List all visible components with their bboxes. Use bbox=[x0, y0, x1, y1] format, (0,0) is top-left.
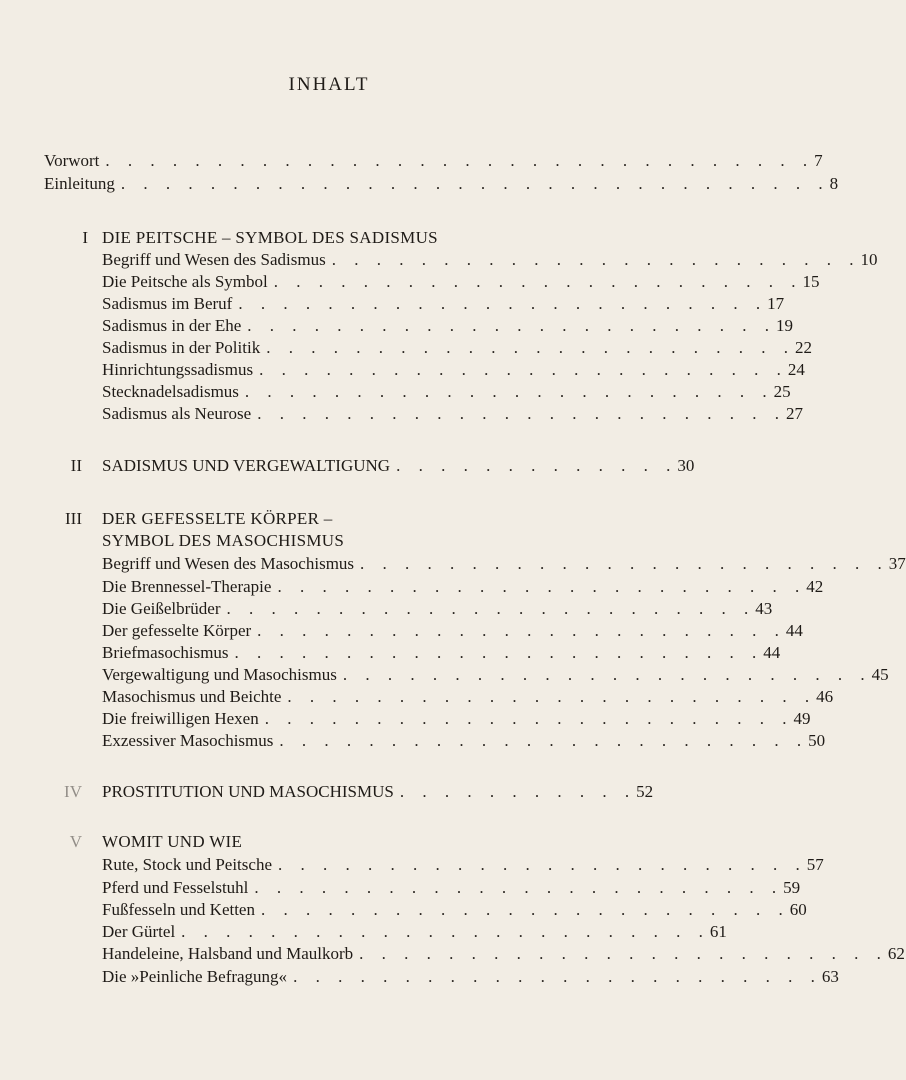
entry-page: 15 bbox=[802, 272, 820, 291]
chapter-numeral: IV bbox=[64, 782, 82, 801]
entry-label: Hinrichtungssadismus bbox=[102, 360, 254, 379]
entry-page: 43 bbox=[755, 599, 773, 618]
entry-label: Die Geißelbrüder bbox=[102, 599, 221, 618]
toc-entry bbox=[102, 966, 839, 988]
toc-entry bbox=[102, 664, 889, 686]
entry-page: 30 bbox=[677, 456, 695, 475]
entry-page: 57 bbox=[806, 855, 824, 874]
toc-entry bbox=[102, 576, 824, 598]
toc-entry bbox=[102, 315, 794, 337]
toc-entry-einleitung bbox=[44, 173, 839, 195]
toc-entry-vorwort bbox=[44, 150, 823, 172]
toc-entry bbox=[102, 730, 826, 752]
entry-label: Sadismus als Neurose bbox=[102, 404, 252, 423]
leader-dots: . . . . . . . . . . . . . . . . . . . . . . . . bbox=[264, 709, 794, 728]
chapter-numeral: III bbox=[65, 509, 82, 528]
toc-entry bbox=[102, 271, 820, 293]
entry-page: 25 bbox=[773, 382, 791, 401]
entry-page: 27 bbox=[785, 404, 803, 423]
leader-dots: . . . . . . . . . . . . . . . . . . . . . . . . bbox=[257, 621, 786, 640]
entry-label: Die »Peinliche Befragung« bbox=[102, 967, 288, 986]
entry-page: 50 bbox=[808, 731, 826, 750]
chapter-numeral: V bbox=[69, 832, 82, 851]
entry-page: 8 bbox=[829, 174, 839, 193]
entry-page: 63 bbox=[821, 967, 839, 986]
chapter-title-line2: SYMBOL DES MASOCHISMUS bbox=[102, 531, 345, 550]
leader-dots: . . . . . . . . . . . . . . . . . . . . . . . . bbox=[287, 687, 817, 706]
entry-page: 44 bbox=[763, 643, 781, 662]
entry-label: Begriff und Wesen des Sadismus bbox=[102, 250, 326, 269]
entry-page: 42 bbox=[806, 577, 824, 596]
entry-page: 45 bbox=[871, 665, 889, 684]
chapter-title: DIE PEITSCHE – SYMBOL DES SADISMUS bbox=[102, 228, 438, 247]
entry-label: Sadismus in der Politik bbox=[102, 338, 261, 357]
leader-dots: . . . . . . . . . . . . . . . . . . . . . . . . bbox=[238, 294, 768, 313]
entry-label: Die freiwilligen Hexen bbox=[102, 709, 259, 728]
entry-page: 49 bbox=[793, 709, 811, 728]
entry-label: Vergewaltigung und Masochismus bbox=[102, 665, 337, 684]
toc-entry bbox=[102, 359, 805, 381]
chapter-title: PROSTITUTION UND MASOCHISMUS bbox=[102, 782, 394, 801]
toc-chapter-entry bbox=[102, 781, 654, 803]
leader-dots: . . . . . . . . . . . . . . . . . . . . . . . . bbox=[293, 967, 822, 986]
entry-page: 10 bbox=[860, 250, 878, 269]
leader-dots: . . . . . . . . . . . . . . . . . . . . . . . . . . . . . . . . bbox=[120, 174, 830, 193]
toc-entry bbox=[102, 553, 906, 575]
leader-dots: . . . . . . . . . . . . . . . . . . . . . . . . bbox=[331, 250, 861, 269]
entry-label: Sadismus in der Ehe bbox=[102, 316, 242, 335]
leader-dots: . . . . . . . . . . . . . . . . . . . . . . . . bbox=[277, 855, 807, 874]
leader-dots: . . . . . . . . . . . . . . . . . . . . . . . . bbox=[260, 900, 790, 919]
toc-entry bbox=[102, 403, 803, 425]
leader-dots: . . . . . . . . . . . . . . . . . . . . . . . . bbox=[266, 338, 795, 357]
leader-dots: . . . . . . . . . . . . . . . . . . . . . . . . bbox=[273, 272, 803, 291]
toc-entry bbox=[102, 293, 785, 315]
chapter-numeral: I bbox=[82, 228, 88, 247]
entry-label: Begriff und Wesen des Masochismus bbox=[102, 554, 355, 573]
entry-label: Der Gürtel bbox=[102, 922, 176, 941]
chapter-title: DER GEFESSELTE KÖRPER – bbox=[102, 509, 333, 528]
leader-dots: . . . . . . . . . . . bbox=[399, 782, 637, 801]
toc-entry bbox=[102, 249, 878, 271]
entry-label: Handeleine, Halsband und Maulkorb bbox=[102, 944, 354, 963]
leader-dots: . . . . . . . . . . . . . . . . . . . . . . . . bbox=[359, 944, 888, 963]
entry-label: Sadismus im Beruf bbox=[102, 294, 233, 313]
entry-label: Pferd und Fesselstuhl bbox=[102, 878, 249, 897]
entry-label: Rute, Stock und Peitsche bbox=[102, 855, 272, 874]
toc-entry bbox=[102, 921, 727, 943]
entry-page: 60 bbox=[789, 900, 807, 919]
entry-label: Vorwort bbox=[44, 151, 100, 170]
leader-dots: . . . . . . . . . . . . . . . . . . . . . . . . . . . . . . . . bbox=[105, 151, 815, 170]
entry-page: 44 bbox=[785, 621, 803, 640]
entry-page: 61 bbox=[709, 922, 727, 941]
toc-entry bbox=[102, 598, 773, 620]
toc-entry bbox=[102, 337, 812, 359]
entry-label: Briefmasochismus bbox=[102, 643, 229, 662]
toc-entry bbox=[102, 899, 807, 921]
toc-entry bbox=[102, 877, 801, 899]
page-title: INHALT bbox=[288, 74, 370, 95]
leader-dots: . . . . . . . . . . . . . . . . . . . . . . . . bbox=[277, 577, 807, 596]
leader-dots: . . . . . . . . . . . . . . . . . . . . . . . . bbox=[342, 665, 872, 684]
entry-page: 24 bbox=[787, 360, 805, 379]
entry-page: 59 bbox=[783, 878, 801, 897]
toc-entry bbox=[102, 708, 811, 730]
entry-page: 19 bbox=[776, 316, 794, 335]
toc-entry bbox=[102, 854, 824, 876]
entry-label: Fußfesseln und Ketten bbox=[102, 900, 255, 919]
leader-dots: . . . . . . . . . . . . . . . . . . . . . . . . bbox=[181, 922, 710, 941]
entry-label: Die Peitsche als Symbol bbox=[102, 272, 268, 291]
entry-label: Einleitung bbox=[44, 174, 115, 193]
leader-dots: . . . . . . . . . . . . . . . . . . . . . . . . bbox=[234, 643, 764, 662]
leader-dots: . . . . . . . . . . . . . . . . . . . . . . . . bbox=[244, 382, 774, 401]
entry-label: Die Brennessel-Therapie bbox=[102, 577, 272, 596]
leader-dots: . . . . . . . . . . . . . . . . . . . . . . . . bbox=[226, 599, 756, 618]
leader-dots: . . . . . . . . . . . . . bbox=[396, 456, 678, 475]
leader-dots: . . . . . . . . . . . . . . . . . . . . . . . . bbox=[259, 360, 788, 379]
toc-entry bbox=[102, 943, 905, 965]
toc-entry bbox=[102, 620, 803, 642]
entry-label: Der gefesselte Körper bbox=[102, 621, 252, 640]
leader-dots: . . . . . . . . . . . . . . . . . . . . . . . . bbox=[257, 404, 786, 423]
entry-page: 22 bbox=[794, 338, 812, 357]
entry-label: Exzessiver Masochismus bbox=[102, 731, 274, 750]
entry-label: Masochismus und Beichte bbox=[102, 687, 282, 706]
entry-page: 37 bbox=[888, 554, 906, 573]
leader-dots: . . . . . . . . . . . . . . . . . . . . . . . . bbox=[254, 878, 784, 897]
entry-page: 52 bbox=[636, 782, 654, 801]
chapter-numeral: II bbox=[70, 456, 82, 475]
entry-label: Stecknadelsadismus bbox=[102, 382, 239, 401]
entry-page: 62 bbox=[887, 944, 905, 963]
toc-entry bbox=[102, 642, 781, 664]
toc-entry bbox=[102, 686, 834, 708]
leader-dots: . . . . . . . . . . . . . . . . . . . . . . . . bbox=[360, 554, 889, 573]
entry-page: 17 bbox=[767, 294, 785, 313]
leader-dots: . . . . . . . . . . . . . . . . . . . . . . . . bbox=[247, 316, 777, 335]
toc-entry bbox=[102, 381, 791, 403]
entry-page: 7 bbox=[814, 151, 823, 170]
leader-dots: . . . . . . . . . . . . . . . . . . . . . . . . bbox=[279, 731, 809, 750]
toc-chapter-entry bbox=[102, 455, 695, 477]
entry-page: 46 bbox=[816, 687, 834, 706]
chapter-title: SADISMUS UND VERGEWALTIGUNG bbox=[102, 456, 391, 475]
chapter-title: WOMIT UND WIE bbox=[102, 832, 243, 851]
